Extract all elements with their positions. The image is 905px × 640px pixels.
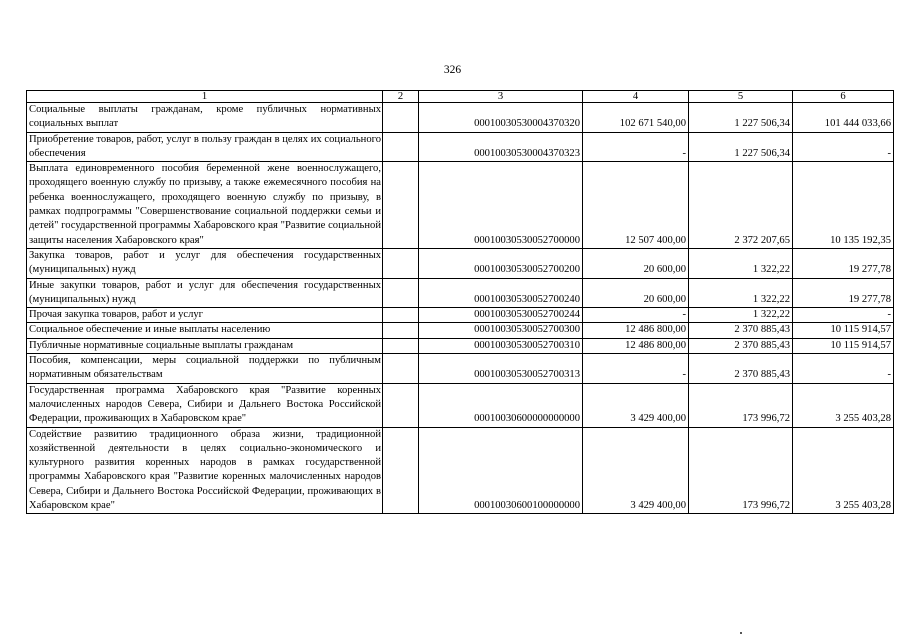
- table-row: [27, 354, 894, 384]
- row-approved: 20 600,00: [583, 278, 689, 308]
- row-approved: -: [583, 308, 689, 323]
- column-header-5: 5: [689, 91, 793, 103]
- row-executed: 1 322,22: [689, 308, 793, 323]
- row-code: 00010030530052700313: [419, 354, 583, 384]
- row-executed: 2 372 207,65: [689, 162, 793, 249]
- row-col2: [383, 278, 419, 308]
- row-description: Приобретение товаров, работ, услуг в пользу граждан в целях их социального обеспечения: [27, 132, 383, 162]
- row-col2: [383, 323, 419, 338]
- table-row: [27, 278, 894, 308]
- budget-execution-table: [26, 90, 894, 514]
- row-code: 00010030530052700000: [419, 162, 583, 249]
- row-approved: 20 600,00: [583, 248, 689, 278]
- table-row: [27, 162, 894, 249]
- row-code: 00010030530052700200: [419, 248, 583, 278]
- row-unexecuted: 19 277,78: [793, 278, 894, 308]
- row-code: 00010030600000000000: [419, 383, 583, 427]
- row-col2: [383, 162, 419, 249]
- table-row: [27, 323, 894, 338]
- row-col2: [383, 427, 419, 514]
- row-description: Прочая закупка товаров, работ и услуг: [27, 308, 383, 323]
- row-code: 00010030530052700244: [419, 308, 583, 323]
- row-approved: -: [583, 354, 689, 384]
- row-col2: [383, 132, 419, 162]
- row-executed: 173 996,72: [689, 427, 793, 514]
- row-description: Социальные выплаты гражданам, кроме публичных нормативных социальных выплат: [27, 103, 383, 133]
- row-approved: 102 671 540,00: [583, 103, 689, 133]
- column-header-6: 6: [793, 91, 894, 103]
- row-description: Государственная программа Хабаровского края "Развитие коренных малочисленных народов Севера, Сибири и Дальнего Востока Российской Федерации, проживающих в Хабаровском крае": [27, 383, 383, 427]
- column-header-3: 3: [419, 91, 583, 103]
- table-row: [27, 338, 894, 353]
- row-unexecuted: 3 255 403,28: [793, 427, 894, 514]
- row-unexecuted: 10 115 914,57: [793, 338, 894, 353]
- row-approved: 12 507 400,00: [583, 162, 689, 249]
- row-description: Закупка товаров, работ и услуг для обеспечения государственных (муниципальных) нужд: [27, 248, 383, 278]
- row-executed: 173 996,72: [689, 383, 793, 427]
- table-row: [27, 383, 894, 427]
- row-approved: 3 429 400,00: [583, 383, 689, 427]
- row-approved: 3 429 400,00: [583, 427, 689, 514]
- row-executed: 1 322,22: [689, 248, 793, 278]
- row-col2: [383, 383, 419, 427]
- table-row: [27, 103, 894, 133]
- row-description: Иные закупки товаров, работ и услуг для обеспечения государственных (муниципальных) нужд: [27, 278, 383, 308]
- row-executed: 2 370 885,43: [689, 354, 793, 384]
- column-header-4: 4: [583, 91, 689, 103]
- row-code: 00010030530052700300: [419, 323, 583, 338]
- row-code: 00010030530052700240: [419, 278, 583, 308]
- row-col2: [383, 354, 419, 384]
- row-unexecuted: -: [793, 354, 894, 384]
- row-unexecuted: 101 444 033,66: [793, 103, 894, 133]
- scan-speck: [740, 632, 742, 634]
- row-col2: [383, 338, 419, 353]
- column-header-1: 1: [27, 91, 383, 103]
- row-approved: 12 486 800,00: [583, 323, 689, 338]
- row-unexecuted: 19 277,78: [793, 248, 894, 278]
- row-code: 00010030530052700310: [419, 338, 583, 353]
- table-row: [27, 308, 894, 323]
- table-row: [27, 427, 894, 514]
- table-row: [27, 248, 894, 278]
- row-executed: 2 370 885,43: [689, 338, 793, 353]
- row-unexecuted: -: [793, 132, 894, 162]
- row-executed: 1 227 506,34: [689, 103, 793, 133]
- column-number-header-row: [27, 91, 894, 103]
- row-description: Публичные нормативные социальные выплаты гражданам: [27, 338, 383, 353]
- row-executed: 2 370 885,43: [689, 323, 793, 338]
- row-unexecuted: 3 255 403,28: [793, 383, 894, 427]
- row-executed: 1 227 506,34: [689, 132, 793, 162]
- row-unexecuted: -: [793, 308, 894, 323]
- row-col2: [383, 248, 419, 278]
- row-description: Содействие развитию традиционного образа жизни, традиционной хозяйственной деятельности в целях социально-экономического и культурного развития коренных народов в рамках государственной программы Хабаровского края "Развитие коренных малочисленных народов Севера, Сибири и Дальнего Востока Российской Федерации, проживающих в Хабаровском крае": [27, 427, 383, 514]
- row-approved: 12 486 800,00: [583, 338, 689, 353]
- row-unexecuted: 10 135 192,35: [793, 162, 894, 249]
- row-description: Пособия, компенсации, меры социальной поддержки по публичным нормативным обязательствам: [27, 354, 383, 384]
- row-executed: 1 322,22: [689, 278, 793, 308]
- row-description: Выплата единовременного пособия беременной жене военнослужащего, проходящего военную службу по призыву, а также ежемесячного пособия на ребенка военнослужащего, проходящего военную службу по призыву, в рамках подпрограммы "Совершенствование социальной поддержки семьи и детей" государственной программы Хабаровского края "Развитие социальной защиты населения Хабаровского края": [27, 162, 383, 249]
- row-code: 00010030600100000000: [419, 427, 583, 514]
- table-row: [27, 132, 894, 162]
- row-description: Социальное обеспечение и иные выплаты населению: [27, 323, 383, 338]
- row-approved: -: [583, 132, 689, 162]
- row-code: 00010030530004370323: [419, 132, 583, 162]
- column-header-2: 2: [383, 91, 419, 103]
- row-col2: [383, 103, 419, 133]
- row-unexecuted: 10 115 914,57: [793, 323, 894, 338]
- row-col2: [383, 308, 419, 323]
- page-number: 326: [443, 64, 462, 76]
- row-code: 00010030530004370320: [419, 103, 583, 133]
